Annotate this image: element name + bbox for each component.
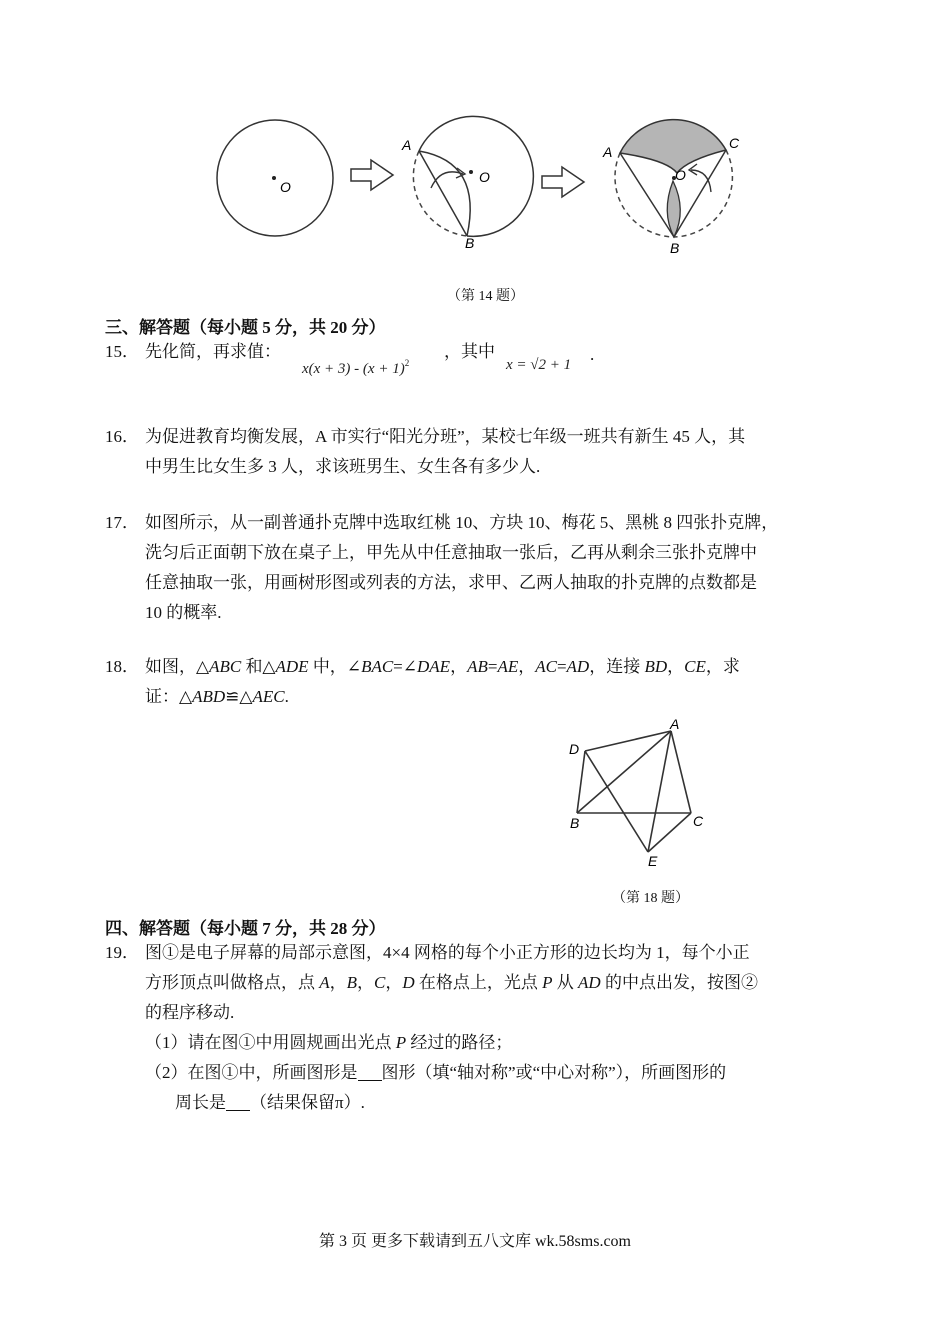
q15-number: 15． [105, 342, 139, 361]
q18-line-1-segment: DAE [417, 657, 451, 676]
q16-line-1: 为促进教育均衡发展，A 市实行“阳光分班”，某校七年级一班共有新生 45 人，其 [145, 427, 746, 446]
fig14-circle-2-solid [419, 116, 533, 236]
q18-line-1-segment: AC [535, 657, 557, 676]
q18-line-2-segment: 证：△ [145, 687, 193, 706]
fig14-label-a3: A [603, 144, 613, 160]
fig14-center-dot-2 [469, 170, 473, 174]
q19-sub-2-part-d: （结果保留π）. [250, 1093, 365, 1112]
q19-line-2-segment: 方形顶点叫做格点，点 [145, 973, 320, 992]
fig14-center-dot-1 [272, 176, 276, 180]
q18-line-2-segment: . [284, 687, 289, 706]
q19-line-2-segment: C [374, 973, 386, 992]
q18-line-1-segment: 和△ [241, 657, 276, 676]
figure-18 [560, 710, 720, 870]
q19-sub-2 [145, 1058, 758, 1088]
q15-end: . [590, 345, 595, 364]
q18-line-1-segment: ABC [209, 657, 242, 676]
fig18-edge-ac [671, 731, 691, 813]
q19-sub-1-segment: 经过的路径； [406, 1033, 513, 1052]
q18-line-1-segment: BAC [361, 657, 394, 676]
fig14-label-b3: B [670, 240, 680, 256]
q19-sub-1 [145, 1028, 758, 1058]
q15-where: ，其中 [444, 342, 495, 361]
q18-line-2-segment: ≌△ [225, 687, 253, 706]
q18-line-1-segment: = [556, 657, 567, 676]
fig18-edge-ab [577, 731, 671, 813]
q19-line-3: 的程序移动. [145, 1003, 235, 1022]
q18-line-1-segment: ， [518, 657, 536, 676]
fig18-label-e: E [648, 853, 658, 869]
q19-line-2-segment: P [542, 973, 553, 992]
q17-line-3: 任意抽取一张，用画树形图或列表的方法，求甲、乙两人抽取的扑克牌的点数都是 [145, 573, 757, 592]
q19-sub-2-part-a: （2）在图①中，所画图形是 [145, 1063, 358, 1082]
fig14-label-c3: C [729, 135, 740, 151]
q19-sub-2-cont [145, 1088, 758, 1118]
q15-text: 先化简，再求值： [145, 342, 281, 361]
q19-line-2 [145, 968, 758, 998]
fig14-shaded-top [620, 120, 726, 173]
q19-sub-1-segment: （1）请在图①中用圆规画出光点 [145, 1033, 396, 1052]
q18-line-1-segment: AD [566, 657, 590, 676]
fig18-caption: （第 18 题） [612, 891, 689, 906]
q19-line-2-segment: ， [385, 973, 403, 992]
q17-number: 17． [105, 513, 139, 532]
q15-condition: x = √2 + 1 [506, 357, 572, 373]
q17-line-4: 10 的概率. [145, 603, 222, 622]
page-footer: 第 3 页 更多下载请到五八文库 wk.58sms.com [318, 1233, 631, 1250]
fig14-arrow-2 [542, 167, 584, 197]
q18-line-1-segment: 中，∠ [308, 657, 362, 676]
q18-number: 18． [105, 657, 139, 676]
q19-line-2-segment: A [319, 973, 330, 992]
q18-line-1-segment: ，求 [705, 657, 740, 676]
q18-line-1-segment: ，连接 [589, 657, 645, 676]
q17-line-2: 洗匀后正面朝下放在桌子上，甲先从中任意抽取一张后，乙再从剩余三张扑克牌中 [145, 543, 757, 562]
fig18-label-d: D [569, 741, 580, 757]
q19-line-1: 图①是电子屏幕的局部示意图，4×4 网格的每个小正方形的边长均为 1，每个小正 [145, 943, 750, 962]
fig18-label-a: A [670, 716, 680, 732]
q18-line-1-segment: ， [667, 657, 685, 676]
q18-line-1-segment: = [487, 657, 498, 676]
q15-expression-main: x(x + 3) - (x + 1) [302, 361, 405, 377]
fig18-label-c: C [693, 813, 704, 829]
fig18-edge-ad [585, 731, 671, 751]
q15-expression-exponent: 2 [404, 358, 410, 368]
fig14-label-o2: O [479, 169, 490, 185]
q16-line-2: 中男生比女生多 3 人，求该班男生、女生各有多少人. [145, 457, 541, 476]
q18-line-1 [145, 652, 740, 682]
fig18-label-b: B [570, 815, 580, 831]
q18-line-1-segment: ， [450, 657, 468, 676]
q19-line-2-segment: AD [578, 973, 601, 992]
fig14-label-o1: O [280, 179, 291, 195]
q18-line-1-segment: AB [467, 657, 488, 676]
q19-line-2-segment: 的中点出发，按图② [600, 973, 758, 992]
q19-answer-blank-2[interactable] [226, 1092, 250, 1111]
q18-line-1-segment: =∠ [393, 657, 418, 676]
q18-line-2-segment: AEC [252, 687, 285, 706]
q19-answer-blank-1[interactable] [358, 1062, 382, 1081]
q16-number: 16． [105, 427, 139, 446]
q19-line-2-segment: 在格点上，光点 [414, 973, 543, 992]
q19-number: 19． [105, 943, 139, 962]
q18-line-2-segment: ABD [192, 687, 226, 706]
q19-sub-2-part-b: 图形（填“轴对称”或“中心对称”），所画图形的 [381, 1063, 727, 1082]
fig14-label-o3: O [675, 167, 686, 183]
section3-heading: 三、解答题（每小题 5 分，共 20 分） [105, 318, 386, 337]
q18-line-1-segment: AE [497, 657, 519, 676]
figure-14 [205, 100, 755, 270]
q19-line-2-segment: ， [357, 973, 375, 992]
q19-line-2-segment: 从 [552, 973, 579, 992]
fig14-caption: （第 14 题） [447, 289, 524, 304]
fig14-arrow-1 [351, 160, 393, 190]
q19-line-2-segment: D [402, 973, 415, 992]
fig18-edge-bd [577, 751, 585, 813]
section4-heading: 四、解答题（每小题 7 分，共 28 分） [105, 919, 386, 938]
fig14-label-b2: B [465, 235, 475, 251]
q18-line-1-segment: BD [644, 657, 668, 676]
q19-sub-1-segment: P [395, 1033, 407, 1052]
q18-line-1-segment: 如图，△ [145, 657, 210, 676]
fig14-rotate-arrow-1 [431, 172, 463, 188]
q19-sub-2-part-c: 周长是 [175, 1093, 226, 1112]
q17-line-1: 如图所示，从一副普通扑克牌中选取红桃 10、方块 10、梅花 5、黑桃 8 四张扑克牌， [145, 513, 779, 532]
fig14-chord-ab [419, 151, 467, 236]
q19-line-2-segment: ， [329, 973, 347, 992]
q18-line-2 [145, 682, 740, 712]
q19-line-2-segment: B [346, 973, 358, 992]
q18-line-1-segment: ADE [275, 657, 309, 676]
fig18-edge-de [585, 751, 648, 852]
q15-expression [302, 348, 409, 384]
q18-line-1-segment: CE [684, 657, 706, 676]
fig14-label-a2: A [402, 137, 412, 153]
